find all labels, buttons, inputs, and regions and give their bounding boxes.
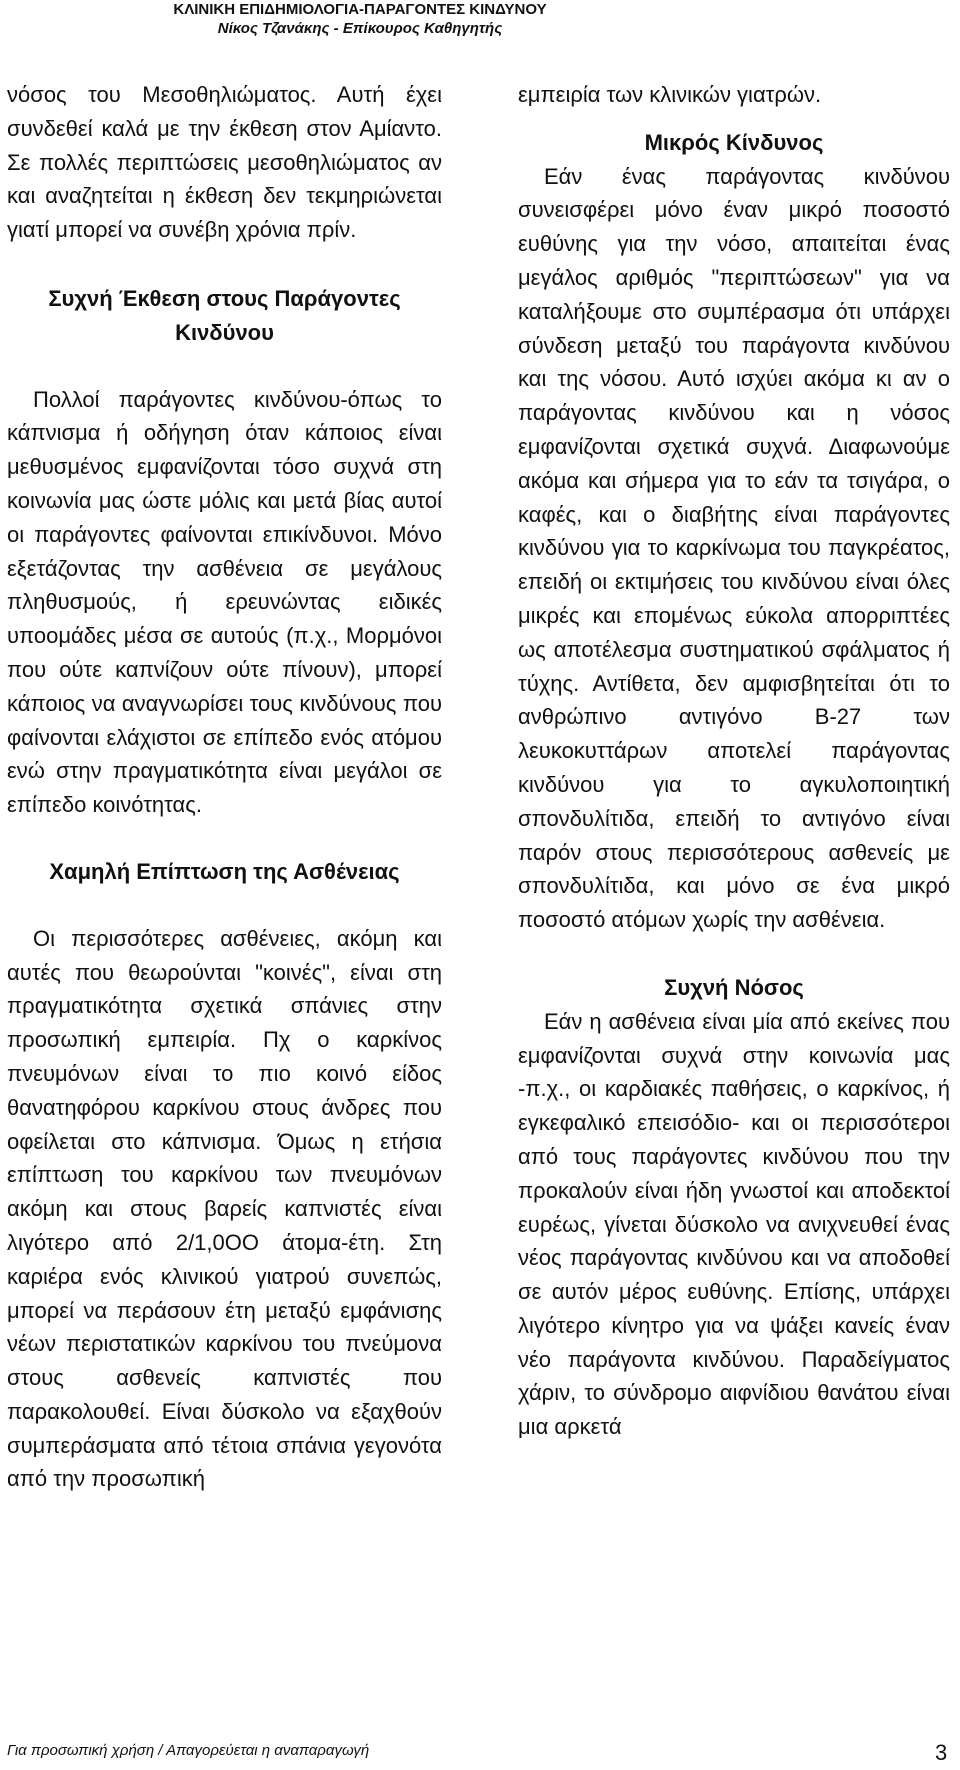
right-intro-paragraph: εμπειρία των κλινικών γιατρών. — [518, 82, 822, 107]
page-number: 3 — [935, 1740, 948, 1765]
left-intro-paragraph: νόσος του Μεσοθηλιώματος. Αυτή έχει συνδεθεί καλά με την έκθεση στον Αμίαντο. Σε πολλές περιπτώσεις μεσοθηλιώματος αν και αναζητείται η έκθεση δεν τεκμηριώνεται γιατί μπορεί να συνέβη χρόνια πρίν. — [7, 82, 442, 243]
heading-small-risk: Μικρός Κίνδυνος — [644, 129, 824, 155]
footer-note: Για προσωπική χρήση / Απαγορεύεται η αναπαραγωγή — [7, 1742, 370, 1759]
heading-low-incidence: Χαμηλή Επίπτωση της Ασθένειας — [49, 858, 400, 884]
page-header — [40, 0, 680, 38]
header-subtitle: Νίκος Τζανάκης - Επίκουρος Καθηγητής — [217, 20, 503, 37]
paragraph-small-risk: Εάν ένας παράγοντας κινδύνου συνεισφέρει μόνο έναν μικρό ποσοστό ευθύνης για την νόσο, απαιτείται ένας μεγάλος αριθμός "περιπτώσεων" για να καταλήξουμε στο συμπέρασμα ότι υπάρχει σύνδεση μεταξύ του παράγοντα κινδύνου και της νόσου. Αυτό ισχύει ακόμα κι αν ο παράγοντας κινδύνου και η νόσος εμφανίζονται σχετικά συχνά. Διαφωνούμε ακόμα και σήμερα για το εάν τα τσιγάρα, ο καφές, και ο διαβήτης είναι παράγοντες κινδύνου για το καρκίνωμα του παγκρέατος, επειδή οι εκτιμήσεις του κινδύνου είναι όλες μικρές και επομένως εύκολα απορριπτέες ως αποτέλεσμα συστηματικού σφάλματος ή τύχης. Αντίθετα, δεν αμφισβητείται ότι το ανθρώπινο αντιγόνο Β-27 των λευκοκυττάρων αποτελεί παράγοντας κινδύνου για το αγκυλοποιητική σπονδυλίτιδα, επειδή το αντιγόνο είναι παρόν στους περισσότερους ασθενείς με σπονδυλίτιδα, και μόνο σε ένα μικρό ποσοστό ατόμων χωρίς την ασθένεια. — [518, 163, 950, 933]
heading-frequent-exposure: Συχνή Έκθεση στους Παράγοντες Κινδύνου — [48, 285, 401, 345]
heading-frequent-disease: Συχνή Νόσος — [664, 974, 804, 1000]
paragraph-low-incidence: Οι περισσότερες ασθένειες, ακόμη και αυτές που θεωρούνται "κοινές", είναι στη πραγματικότητα σχετικά σπάνιες στην προσωπική εμπειρία. Πχ ο καρκίνος πνευμόνων είναι το πιο κοινό είδος θανατηφόρου καρκίνου στους άνδρες που οφείλεται στο κάπνισμα. Όμως η ετήσια επίπτωση του καρκίνου των πνευμόνων ακόμη και στους βαρείς καπνιστές είναι λιγότερο από 2/1,0ΟΟ άτομα-έτη. Στη καριέρα ενός κλινικού γιατρού συνεπώς, μπορεί να περάσουν έτη μεταξύ εμφάνισης νέων περιστατικών καρκίνου του πνεύμονα στους ασθενείς καπνιστές που παρακολουθεί. Είναι δύσκολο να εξαχθούν συμπεράσματα από τέτοια σπάνια γεγονότα από την προσωπική — [7, 925, 442, 1492]
paragraph-frequent-disease: Εάν η ασθένεια είναι μία από εκείνες που εμφανίζονται συχνά στην κοινωνία μας -π.χ., οι καρδιακές παθήσεις, ο καρκίνος, ή εγκεφαλικό επεισόδιο- και οι περισσότεροι από τους παράγοντες κινδύνου που την προκαλούν είναι ήδη γνωστοί και αποδεκτοί ευρέως, γίνεται δύσκολο να ανιχνευθεί ένας νέος παράγοντας κινδύνου και να αποδοθεί σε αυτόν μέρος ευθύνης. Επίσης, υπάρχει λιγότερο κίνητρο για να ψάξει κανείς έναν νέο παράγοντα κινδύνου. Παραδείγματος χάριν, το σύνδρομο αιφνίδιου θανάτου είναι μια αρκετά — [518, 1008, 950, 1440]
left-column — [7, 78, 442, 1496]
header-title: ΚΛΙΝΙΚΗ ΕΠΙΔΗΜΙΟΛΟΓΙΑ-ΠΑΡΑΓΟΝΤΕΣ ΚΙΝΔΥΝΟΥ — [173, 1, 547, 18]
paragraph-frequent-exposure: Πολλοί παράγοντες κινδύνου-όπως το κάπνισμα ή οδήγηση όταν κάποιος είναι μεθυσμένος εμφανίζονται τόσο συχνά στη κοινωνία μας ώστε μόλις και μετά βίας αυτοί οι παράγοντες φαίνονται επικίνδυνοι. Μόνο εξετάζοντας την ασθένεια σε μεγάλους πληθυσμούς, ή ερευνώντας ειδικές υποομάδες μέσα σε αυτούς (π.χ., Μορμόνοι που ούτε καπνίζουν ούτε πίνουν), μπορεί κάποιος να αναγνωρίσει τους κινδύνους που φαίνονται ελάχιστοι σε επίπεδο ενός ατόμου ενώ στην πραγματικότητα είναι μεγάλοι σε επίπεδο κοινότητας. — [7, 386, 442, 818]
right-column — [518, 78, 950, 1444]
